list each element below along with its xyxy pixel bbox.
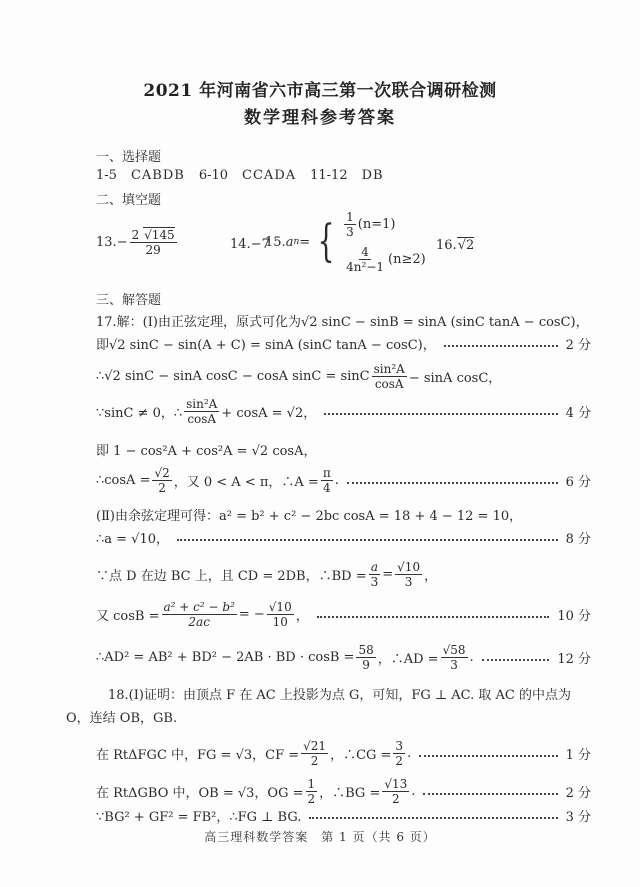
score: 8 分 (565, 532, 591, 547)
section-heading-fill: 二、填空题 (96, 193, 162, 208)
q18-line-3: 在 RtΔFGC 中，FG = √3，CF = $\frac{√21}{2}$ ，∴CG = $\frac{3}{2}$ . 1 分 (96, 739, 591, 768)
fill-q13: 13. − $\frac{2 √ 145}{29}$ (96, 228, 179, 257)
q17-line-8: ∴a = √10， 8 分 (96, 528, 591, 547)
score: 1 分 (565, 748, 591, 763)
choice-answers (96, 168, 384, 183)
page-footer: 高三理科数学答案 第 1 页（共 6 页） (204, 830, 436, 844)
score: 3 分 (565, 810, 591, 825)
document-title: 2021 年河南省六市高三第一次联合调研检测 (143, 81, 497, 101)
q17-line-3: ∴√2 sinC − sinA cosC − cosA sinC = sinC $\frac{\text{sin²A}}{\cos A}$ − sinA cosC， (96, 362, 502, 391)
fill-q15: 15. a n = { $\frac{1}{3}$ (n=1) $\frac{4}{\text{4n²−1}}$ (n≥2) (265, 210, 426, 274)
choice-range: 6-10 (198, 168, 229, 183)
choice-value: DB (361, 168, 384, 183)
choice-range: 11-12 (310, 168, 348, 183)
q18-line-1: 18.(Ⅰ)证明：由顶点 F 在 AC 上投影为点 G，可知，FG ⊥ AC. 取 AC 的中点为 (108, 688, 571, 703)
dotted-leader (482, 659, 550, 661)
fraction: $\frac{2 √ 145}{29}$ (130, 228, 177, 257)
q17-line-5: 即 1 − cos²A + cos²A = √2 cosA， (96, 444, 317, 459)
choice-value: CCADA (242, 168, 297, 183)
dotted-leader (324, 413, 557, 415)
choice-value: CABDB (130, 168, 185, 183)
q17-line-11: ∴AD² = AB² + BD² − 2AB · BD · cosB = $\frac{58}{9}$ ，∴AD = $\frac{√58}{3}$ . 12 分 (96, 643, 591, 672)
q17-line-2: 即√2 sinC − sin(A + C) = sinA (sinC tanA − cosC)， 2 分 (96, 334, 591, 353)
q17-line-1: 17.解：(Ⅰ)由正弦定理，原式可化为√2 sinC − sinB = sinA (sinC tanA − cosC)， (96, 315, 589, 330)
q18-line-2: O，连结 OB，GB. (66, 711, 178, 726)
section-heading-choice: 一、选择题 (96, 150, 162, 165)
dotted-leader (309, 817, 557, 819)
dotted-leader (317, 616, 550, 618)
q18-line-5: ∵BG² + GF² = FB²，∴FG ⊥ BG. 3 分 (96, 806, 591, 825)
dotted-leader (347, 482, 558, 484)
dotted-leader (419, 755, 557, 757)
score: 2 分 (565, 786, 591, 801)
dotted-leader (177, 539, 558, 541)
choice-range: 1-5 (96, 168, 117, 183)
q17-line-9: ∵点 D 在边 BC 上，且 CD = 2DB，∴BD = $\frac{a}{3}$ = $\frac{√10}{3}$ ， (96, 560, 438, 589)
document-subtitle: 数学理科参考答案 (244, 108, 396, 128)
score: 4 分 (565, 406, 591, 421)
q17-line-4: ∵sinC ≠ 0，∴ $\frac{\text{sin²A}}{\cos A}$ + cosA = √2， 4 分 (96, 397, 591, 426)
fill-q16: 16. √ 2 (436, 237, 474, 253)
q17-line-6: ∴cosA = $\frac{√2}{2}$ ，又 0 < A < π，∴A = $\frac{\pi}{4}$ . 6 分 (96, 466, 591, 495)
score: 10 分 (557, 609, 591, 624)
score: 12 分 (557, 652, 591, 667)
score: 2 分 (565, 338, 591, 353)
section-heading-solution: 三、解答题 (96, 293, 162, 308)
dotted-leader (444, 345, 558, 347)
brace-icon: { (317, 216, 335, 267)
score: 6 分 (565, 475, 591, 490)
q17-line-10: 又 cosB = $\frac{\text{a² + c² − b²}}{2ac}$ = − $\frac{√10}{10}$ ， 10 分 (96, 600, 591, 629)
q17-line-7: (Ⅱ)由余弦定理可得：a² = b² + c² − 2bc cosA = 18 + 4 − 12 = 10， (96, 509, 523, 524)
fill-q14: 14. −7 (230, 237, 270, 252)
dotted-leader (423, 793, 557, 795)
q18-line-4: 在 RtΔGBO 中，OB = √3，OG = $\frac{1}{2}$ ，∴BG = $\frac{√13}{2}$ . 2 分 (96, 777, 591, 806)
